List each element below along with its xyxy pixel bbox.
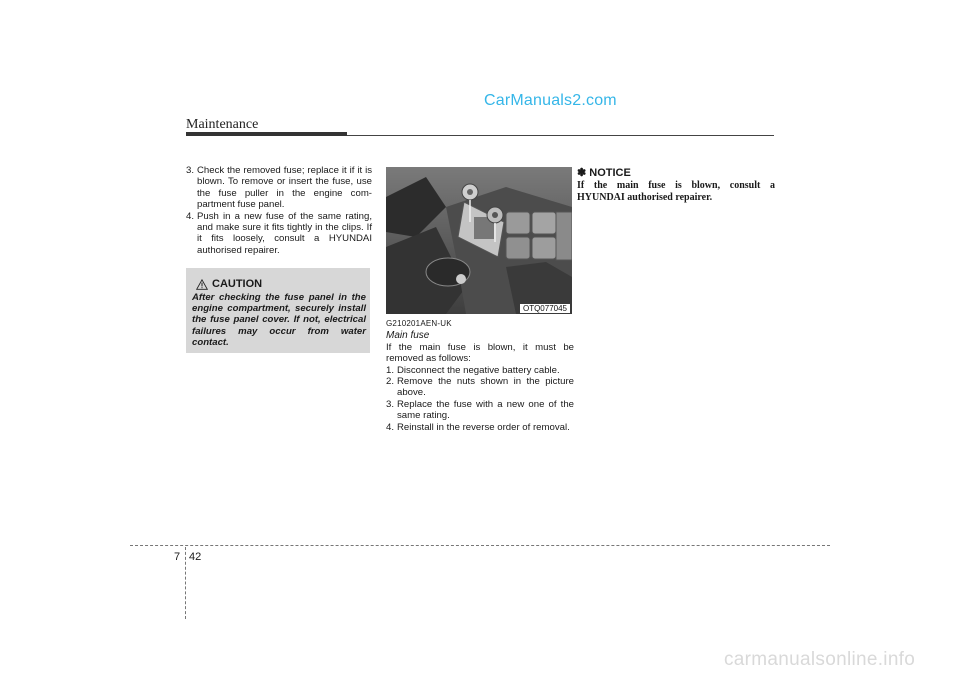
step-text: Remove the nuts shown in the picture above. [397, 376, 574, 399]
main-fuse-step-1 [386, 365, 574, 376]
engine-fuse-box-illustration [386, 167, 572, 314]
footer-rule [130, 545, 830, 546]
fuse-box-photo [386, 167, 572, 314]
main-fuse-step-3 [386, 399, 574, 422]
left-column [186, 165, 372, 256]
watermark-bottom[interactable]: carmanualsonline.info [724, 649, 916, 670]
step-text: Replace the fuse with a new one of the same rating. [397, 398, 574, 422]
step-number: 3. [186, 165, 195, 176]
notice-heading [577, 166, 775, 179]
notice-block [577, 166, 775, 204]
main-fuse-heading: Main fuse [386, 330, 430, 342]
step-number: 4. [186, 210, 195, 222]
step-number: 3. [386, 398, 395, 410]
step-text: Disconnect the negative battery cable. [397, 364, 560, 376]
caution-text: After checking the fuse panel in the engine compartment, securely install the fuse panel cover. If not, electrical failures may occur from water contact. [192, 292, 366, 348]
intro-text: If the main fuse is blown, it must be removed as follows: [386, 341, 574, 365]
document-code: G210201AEN-UK [386, 319, 452, 328]
middle-column [386, 318, 574, 433]
step-number: 1. [386, 364, 395, 376]
step-3 [186, 165, 372, 211]
step-4 [186, 211, 372, 257]
main-fuse-step-2 [386, 376, 574, 399]
step-number: 4. [386, 421, 395, 433]
caution-title: CAUTION [212, 278, 263, 290]
chapter-number: 7 [174, 551, 181, 563]
caution-heading [196, 278, 262, 290]
step-text: Check the removed fuse; replace it if it is blown. To remove or insert the fuse, use the fuse puller in the engine com- partment fuse panel. [197, 165, 372, 211]
step-text: Push in a new fuse of the same rating, and make sure it fits tightly in the clips. If it fits loosely, consult a HYUNDAI authorised repairer. [197, 210, 372, 256]
page-number: 42 [189, 551, 202, 563]
notice-text: If the main fuse is blown, consult a HYUNDAI authorised repairer. [577, 180, 775, 203]
step-text: Reinstall in the reverse order of removal. [397, 421, 570, 433]
main-fuse-step-4 [386, 422, 574, 433]
header-rule-accent [186, 132, 347, 136]
footer-divider [185, 547, 186, 619]
notice-title: NOTICE [589, 167, 631, 179]
warning-triangle-icon [196, 279, 208, 290]
watermark-top[interactable]: CarManuals2.com [484, 92, 617, 109]
section-title: Maintenance [186, 117, 259, 132]
photo-code: OTQ077045 [520, 304, 570, 313]
caution-box [186, 268, 370, 353]
step-number: 2. [386, 376, 395, 388]
notice-symbol-icon: ✽ [577, 167, 587, 179]
